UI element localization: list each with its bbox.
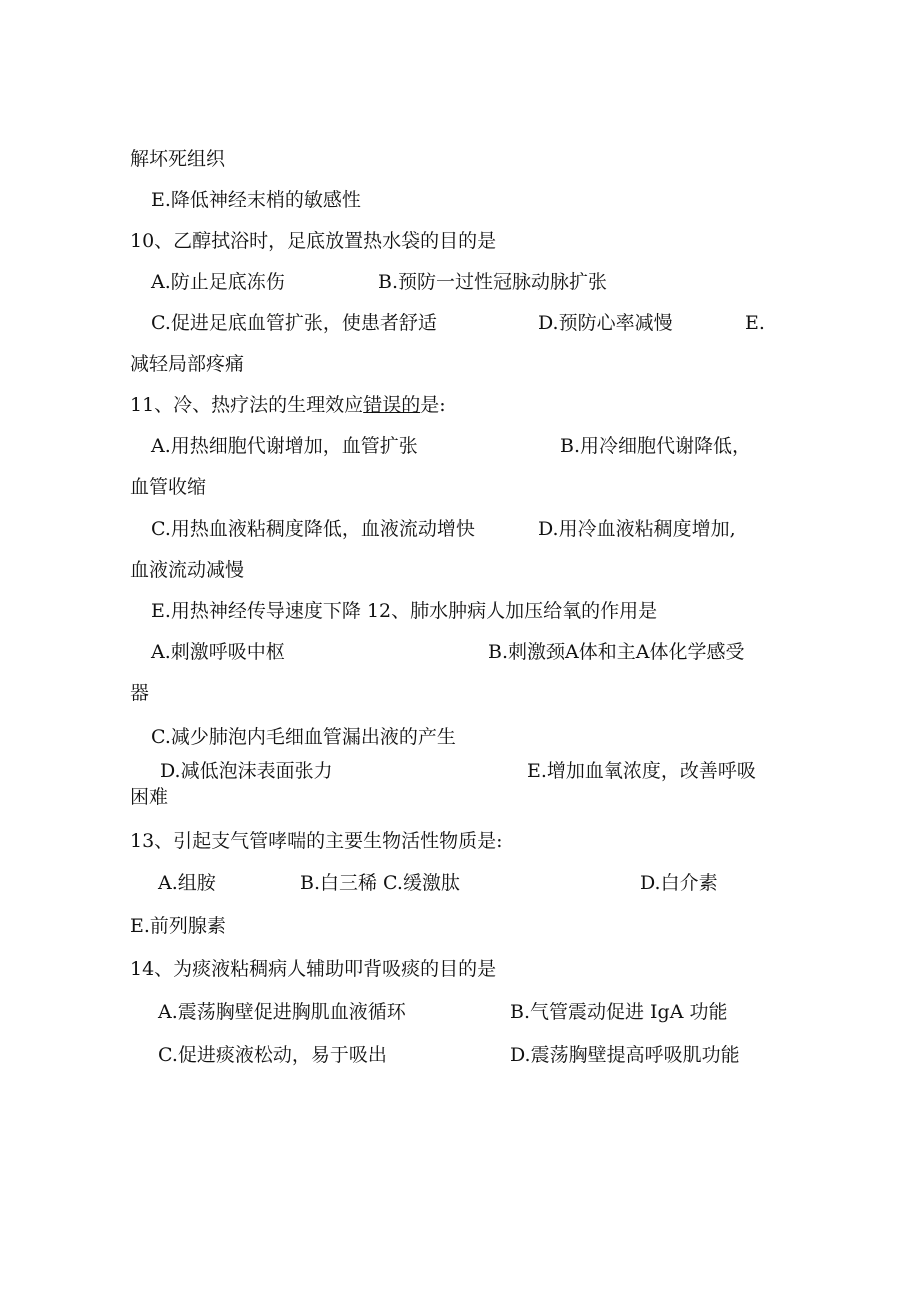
q11-stem-post: 是: [420,394,446,416]
q11-stem [130,393,446,417]
q12-option-e-cont: 困难 [130,786,169,808]
q9-continuation: 解坏死组织 [130,148,226,170]
q11-option-d-cont: 血液流动减慢 [130,559,245,581]
q10-option-e-label: E. [745,312,765,334]
q14-stem: 14、为痰液粘稠病人辅助叩背吸痰的目的是 [130,958,497,980]
q11-option-b: B.用冷细胞代谢降低， [560,435,752,457]
q12-option-e: E.增加血氧浓度，改善呼吸 [527,760,756,782]
q12-option-b: B.刺激颈A体和主A体化学感受 [488,641,745,663]
q11-stem-underline: 错误的 [363,394,421,416]
q14-option-c: C.促进痰液松动，易于吸出 [158,1044,387,1066]
q11-stem-pre: 11、冷、热疗法的生理效应 [130,394,364,416]
q12-option-d: D.减低泡沫表面张力 [160,760,333,782]
q12-option-a: A.刺激呼吸中枢 [151,641,285,663]
q11-option-e-q12-stem: E.用热神经传导速度下降 12、肺水肿病人加压给氧的作用是 [151,600,658,622]
q11-option-b-cont: 血管收缩 [130,476,207,498]
q13-stem: 13、引起支气管哮喘的主要生物活性物质是: [130,830,503,852]
q10-option-a: A.防止足底冻伤 [151,271,285,293]
q13-option-bc: B.白三稀 C.缓激肽 [300,872,460,894]
q10-option-e-text: 减轻局部疼痛 [130,353,245,375]
q10-option-b: B.预防一过性冠脉动脉扩张 [378,271,608,293]
q11-option-d: D.用冷血液粘稠度增加, [538,518,736,540]
q12-option-c: C.减少肺泡内毛细血管漏出液的产生 [151,726,456,748]
q14-option-a: A.震荡胸壁促进胸肌血液循环 [158,1001,406,1023]
q10-option-c: C.促进足底血管扩张，使患者舒适 [151,312,437,334]
q11-option-a: A.用热细胞代谢增加，血管扩张 [151,435,418,457]
q14-option-d: D.震荡胸壁提高呼吸肌功能 [510,1044,740,1066]
q13-option-e: E.前列腺素 [130,915,226,937]
q12-option-b-cont: 器 [130,682,150,704]
q11-option-c: C.用热血液粘稠度降低，血液流动增快 [151,518,475,540]
q14-option-b: B.气管震动促进 IgA 功能 [510,1001,728,1023]
q10-stem: 10、乙醇拭浴时，足底放置热水袋的目的是 [130,230,497,252]
q13-option-a: A.组胺 [158,872,216,894]
q9-option-e: E.降低神经末梢的敏感性 [151,189,361,211]
q10-option-d: D.预防心率减慢 [538,312,673,334]
q13-option-d: D.白介素 [640,872,718,894]
